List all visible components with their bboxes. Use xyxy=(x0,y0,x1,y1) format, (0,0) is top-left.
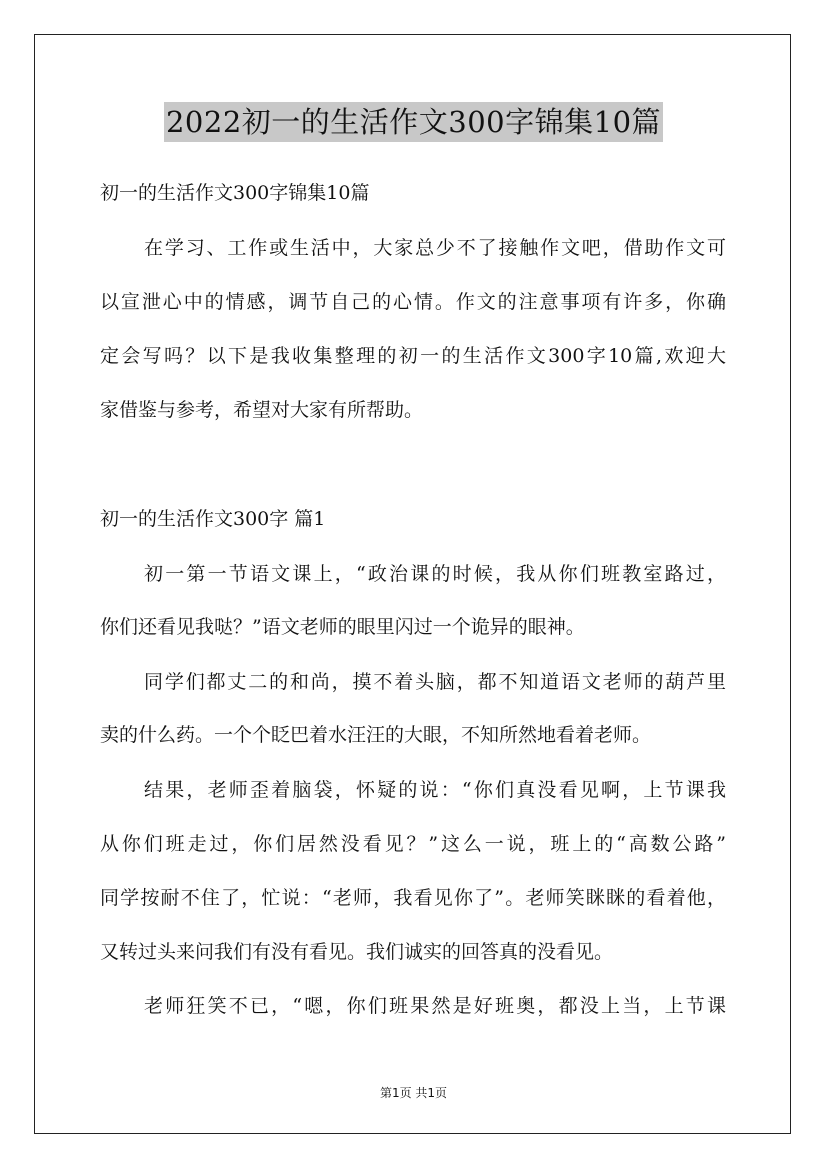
paragraph-line: 又转过头来问我们有没有看见。我们诚实的回答真的没看见。 xyxy=(100,941,614,963)
intro-line: 在学习、工作或生活中，大家总少不了接触作文吧，借助作文可 xyxy=(144,237,726,259)
document-title: 2022初一的生活作文300字锦集10篇 xyxy=(164,102,663,142)
paragraph-line: 老师狂笑不已，“嗯，你们班果然是好班奥，都没上当，上节课 xyxy=(144,995,726,1017)
document-subtitle: 初一的生活作文300字锦集10篇 xyxy=(100,182,370,204)
paragraph-line: 卖的什么药。一个个眨巴着水汪汪的大眼，不知所然地看着老师。 xyxy=(100,724,652,746)
section-heading: 初一的生活作文300字 篇1 xyxy=(100,508,326,530)
paragraph-line: 同学们都丈二的和尚，摸不着头脑，都不知道语文老师的葫芦里 xyxy=(144,671,726,693)
paragraph-line: 初一第一节语文课上，“政治课的时候，我从你们班教室路过， xyxy=(144,563,726,585)
paragraph-line: 从你们班走过，你们居然没看见？”这么一说，班上的“高数公路” xyxy=(100,833,726,855)
intro-line: 家借鉴与参考，希望对大家有所帮助。 xyxy=(100,399,424,421)
page-footer: 第1页 共1页 xyxy=(379,1086,448,1100)
paragraph-line: 结果，老师歪着脑袋，怀疑的说：“你们真没看见啊，上节课我 xyxy=(144,779,726,801)
intro-line: 定会写吗？以下是我收集整理的初一的生活作文300字10篇,欢迎大 xyxy=(100,345,726,367)
paragraph-line: 同学按耐不住了，忙说：“老师，我看见你了”。老师笑眯眯的看着他， xyxy=(100,887,726,909)
intro-line: 以宣泄心中的情感，调节自己的心情。作文的注意事项有许多，你确 xyxy=(100,291,726,313)
title-container xyxy=(0,102,827,142)
paragraph-line: 你们还看见我哒？”语文老师的眼里闪过一个诡异的眼神。 xyxy=(100,616,585,638)
